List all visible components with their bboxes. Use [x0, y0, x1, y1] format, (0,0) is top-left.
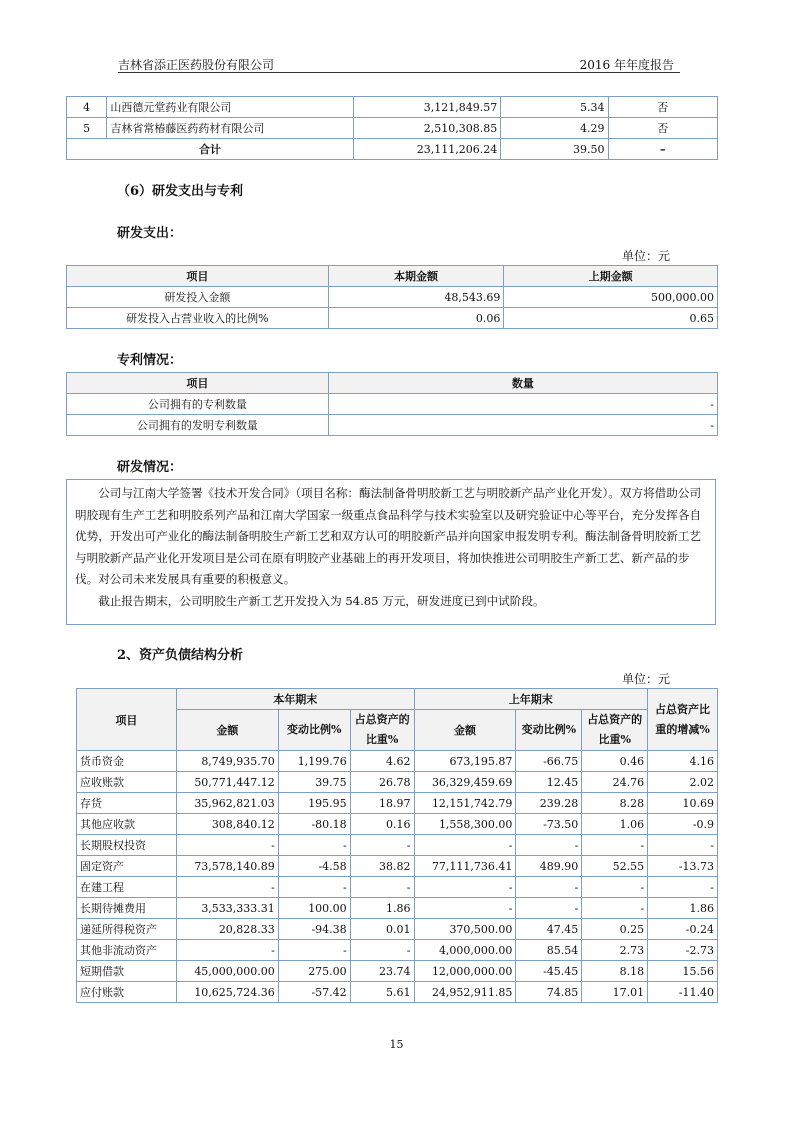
balance-c-pct: 0.01: [350, 919, 414, 940]
balance-item: 长期待摊费用: [77, 898, 177, 919]
rd-expense-table: [66, 265, 718, 329]
balance-c-chg: -57.42: [278, 982, 350, 1003]
page-header: [118, 56, 680, 73]
rd-item: 研发投入金额: [67, 287, 329, 308]
balance-c-amt: -: [176, 877, 278, 898]
balance-c-pct: 38.82: [350, 856, 414, 877]
balance-diff: 1.86: [648, 898, 718, 919]
balance-p-pct: 1.06: [582, 814, 648, 835]
supplier-no: 5: [67, 118, 107, 139]
balance-p-chg: -: [516, 898, 582, 919]
bal-header-p-share: 占总资产的比重%: [582, 710, 648, 751]
balance-diff: -: [648, 835, 718, 856]
rd-previous: 0.65: [504, 308, 718, 329]
balance-p-pct: -: [582, 835, 648, 856]
balance-p-pct: 2.73: [582, 940, 648, 961]
balance-c-pct: -: [350, 940, 414, 961]
balance-c-amt: 3,533,333.31: [176, 898, 278, 919]
balance-c-chg: -4.58: [278, 856, 350, 877]
patents-title: 专利情况：: [117, 353, 183, 368]
balance-p-chg: 47.45: [516, 919, 582, 940]
bal-header-previous: 上年期末: [414, 689, 648, 710]
balance-c-chg: 39.75: [278, 772, 350, 793]
balance-p-pct: 0.25: [582, 919, 648, 940]
balance-diff: -11.40: [648, 982, 718, 1003]
balance-p-amt: 12,000,000.00: [414, 961, 516, 982]
supplier-no: 4: [67, 97, 107, 118]
company-name: 吉林省添正医药股份有限公司: [118, 58, 275, 72]
balance-p-amt: -: [414, 877, 516, 898]
section-2-title: 2、资产负债结构分析: [117, 648, 244, 663]
table-row: [77, 772, 718, 793]
balance-item: 固定资产: [77, 856, 177, 877]
balance-p-pct: 8.18: [582, 961, 648, 982]
balance-item: 在建工程: [77, 877, 177, 898]
balance-p-pct: -: [582, 877, 648, 898]
patent-header-count: 数量: [328, 373, 717, 394]
rd-status-paragraph-1: 公司与江南大学签署《技术开发合同》（项目名称：酶法制备骨明胶新工艺与明胶新产品产业化开发）。双方将借助公司明胶现有生产工艺和明胶系列产品和江南大学国家一级重点食品科学与技术实验室以及研究验证中心等平台，充分发挥各自优势，开发出可产业化的酶法制备明胶生产新工艺和双方认可的明胶新产品并向国家申报发明专利。酶法制备骨明胶新工艺与明胶新产品产业化开发项目是公司在原有明胶产业基础上的再开发项目，将加快推进公司明胶生产新工艺、新产品的步伐。对公司未来发展具有重要的积极意义。: [75, 486, 702, 586]
balance-p-pct: 24.76: [582, 772, 648, 793]
balance-p-amt: 1,558,300.00: [414, 814, 516, 835]
total-amount: 23,111,206.24: [354, 139, 501, 160]
balance-c-chg: -: [278, 940, 350, 961]
balance-c-amt: 8,749,935.70: [176, 751, 278, 772]
balance-c-chg: -80.18: [278, 814, 350, 835]
bal-header-item: 项目: [77, 689, 177, 751]
balance-p-chg: -: [516, 835, 582, 856]
balance-diff: 4.16: [648, 751, 718, 772]
rd-header-item: 项目: [67, 266, 329, 287]
supplier-related: 否: [608, 118, 717, 139]
balance-p-chg: 85.54: [516, 940, 582, 961]
balance-c-amt: 73,578,140.89: [176, 856, 278, 877]
table-row: [77, 856, 718, 877]
rd-expense-title: 研发支出：: [117, 226, 183, 241]
balance-item: 短期借款: [77, 961, 177, 982]
patent-count: -: [328, 394, 717, 415]
balance-item: 其他非流动资产: [77, 940, 177, 961]
balance-c-chg: -: [278, 835, 350, 856]
supplier-amount: 3,121,849.57: [354, 97, 501, 118]
balance-p-chg: -73.50: [516, 814, 582, 835]
supplier-name: 山西德元堂药业有限公司: [107, 97, 354, 118]
bal-header-change: 占总资产比重的增减%: [648, 689, 718, 751]
balance-diff: 2.02: [648, 772, 718, 793]
balance-c-amt: 308,840.12: [176, 814, 278, 835]
balance-item: 应收账款: [77, 772, 177, 793]
table-row: [67, 394, 718, 415]
rd-current: 0.06: [328, 308, 504, 329]
balance-p-amt: 77,111,736.41: [414, 856, 516, 877]
balance-c-pct: 23.74: [350, 961, 414, 982]
supplier-amount: 2,510,308.85: [354, 118, 501, 139]
bal-header-p-ratio: 变动比例%: [516, 710, 582, 751]
patent-item: 公司拥有的发明专利数量: [67, 415, 329, 436]
table-row: [77, 751, 718, 772]
balance-item: 长期股权投资: [77, 835, 177, 856]
section-6-title: （6）研发支出与专利: [117, 184, 244, 199]
balance-c-pct: -: [350, 835, 414, 856]
bal-header-c-ratio: 变动比例%: [278, 710, 350, 751]
balance-p-chg: 489.90: [516, 856, 582, 877]
rd-unit-label: 单位：元: [622, 249, 671, 263]
balance-p-pct: 52.55: [582, 856, 648, 877]
bal-header-c-share: 占总资产的比重%: [350, 710, 414, 751]
balance-diff: -2.73: [648, 940, 718, 961]
balance-diff: 15.56: [648, 961, 718, 982]
balance-c-pct: 18.97: [350, 793, 414, 814]
balance-item: 货币资金: [77, 751, 177, 772]
rd-header-current: 本期金额: [328, 266, 504, 287]
balance-c-chg: -94.38: [278, 919, 350, 940]
balance-c-chg: 275.00: [278, 961, 350, 982]
balance-item: 递延所得税资产: [77, 919, 177, 940]
balance-p-amt: -: [414, 898, 516, 919]
total-pct: 39.50: [501, 139, 608, 160]
table-row: [77, 919, 718, 940]
balance-p-chg: 239.28: [516, 793, 582, 814]
balance-c-pct: 4.62: [350, 751, 414, 772]
rd-status-box: [66, 479, 716, 625]
balance-p-pct: -: [582, 898, 648, 919]
balance-c-amt: 35,962,821.03: [176, 793, 278, 814]
report-title: 2016 年年度报告: [579, 58, 674, 72]
bal-header-p-amount: 金额: [414, 710, 516, 751]
balance-p-chg: -66.75: [516, 751, 582, 772]
balance-p-amt: 12,151,742.79: [414, 793, 516, 814]
bal-header-c-amount: 金额: [176, 710, 278, 751]
balance-item: 其他应收款: [77, 814, 177, 835]
balance-c-chg: 1,199.76: [278, 751, 350, 772]
balance-c-amt: -: [176, 940, 278, 961]
balance-diff: 10.69: [648, 793, 718, 814]
balance-c-amt: 10,625,724.36: [176, 982, 278, 1003]
rd-previous: 500,000.00: [504, 287, 718, 308]
bal-header-current: 本年期末: [176, 689, 414, 710]
balance-p-chg: 12.45: [516, 772, 582, 793]
table-row: [67, 308, 718, 329]
balance-diff: -0.9: [648, 814, 718, 835]
table-row: [77, 877, 718, 898]
balance-c-chg: 195.95: [278, 793, 350, 814]
balance-c-pct: -: [350, 877, 414, 898]
balance-item: 存货: [77, 793, 177, 814]
table-row: [77, 961, 718, 982]
table-row: [77, 814, 718, 835]
supplier-related: 否: [608, 97, 717, 118]
balance-diff: -: [648, 877, 718, 898]
balance-unit-label: 单位：元: [622, 672, 671, 686]
balance-c-amt: 20,828.33: [176, 919, 278, 940]
balance-p-amt: 673,195.87: [414, 751, 516, 772]
balance-c-amt: 50,771,447.12: [176, 772, 278, 793]
table-row: [77, 982, 718, 1003]
table-row: [67, 415, 718, 436]
table-row: [67, 97, 718, 118]
balance-c-pct: 26.78: [350, 772, 414, 793]
balance-p-pct: 0.46: [582, 751, 648, 772]
balance-p-amt: 36,329,459.69: [414, 772, 516, 793]
supplier-table: [66, 96, 718, 160]
balance-p-amt: -: [414, 835, 516, 856]
supplier-name: 吉林省常椿藤医药药材有限公司: [107, 118, 354, 139]
table-row: [67, 139, 718, 160]
table-row: [67, 118, 718, 139]
table-row: [77, 940, 718, 961]
rd-status-title: 研发情况：: [117, 460, 183, 475]
balance-p-amt: 370,500.00: [414, 919, 516, 940]
supplier-pct: 5.34: [501, 97, 608, 118]
balance-p-chg: -: [516, 877, 582, 898]
patents-table: [66, 372, 718, 436]
table-row: [77, 898, 718, 919]
balance-p-chg: 74.85: [516, 982, 582, 1003]
balance-c-amt: 45,000,000.00: [176, 961, 278, 982]
balance-table: [76, 688, 718, 1003]
table-row: [67, 287, 718, 308]
balance-c-pct: 1.86: [350, 898, 414, 919]
balance-p-chg: -45.45: [516, 961, 582, 982]
balance-p-pct: 8.28: [582, 793, 648, 814]
rd-header-previous: 上期金额: [504, 266, 718, 287]
rd-current: 48,543.69: [328, 287, 504, 308]
balance-c-chg: 100.00: [278, 898, 350, 919]
balance-p-amt: 24,952,911.85: [414, 982, 516, 1003]
balance-diff: -0.24: [648, 919, 718, 940]
table-row: [77, 793, 718, 814]
balance-diff: -13.73: [648, 856, 718, 877]
page-number: 15: [389, 1038, 404, 1051]
rd-status-paragraph-2: 截止报告期末，公司明胶生产新工艺开发投入为 54.85 万元，研发进度已到中试阶段。: [98, 593, 545, 608]
supplier-pct: 4.29: [501, 118, 608, 139]
balance-c-pct: 5.61: [350, 982, 414, 1003]
balance-c-pct: 0.16: [350, 814, 414, 835]
patent-header-item: 项目: [67, 373, 329, 394]
balance-item: 应付账款: [77, 982, 177, 1003]
total-related: –: [608, 139, 717, 160]
patent-count: -: [328, 415, 717, 436]
balance-c-amt: -: [176, 835, 278, 856]
balance-p-pct: 17.01: [582, 982, 648, 1003]
rd-item: 研发投入占营业收入的比例%: [67, 308, 329, 329]
table-row: [77, 835, 718, 856]
patent-item: 公司拥有的专利数量: [67, 394, 329, 415]
balance-p-amt: 4,000,000.00: [414, 940, 516, 961]
balance-c-chg: -: [278, 877, 350, 898]
total-label: 合计: [67, 139, 354, 160]
